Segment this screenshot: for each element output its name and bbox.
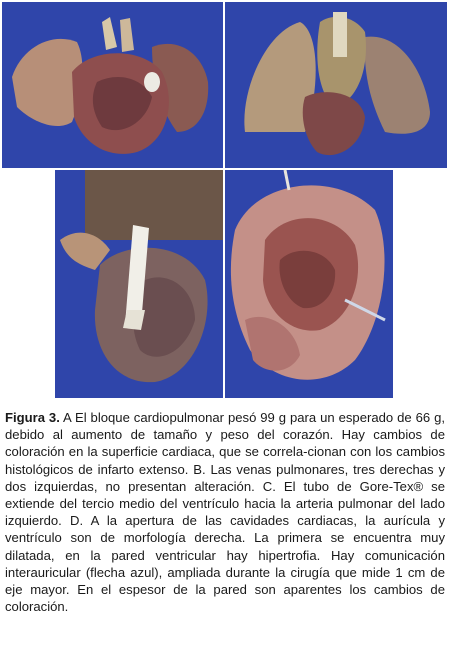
photo-panel-a — [2, 2, 223, 168]
figure-caption — [5, 409, 445, 615]
photo-panel-d — [225, 170, 393, 398]
figure-label: Figura 3. — [5, 410, 60, 425]
caption-text: A El bloque cardiopulmonar pesó 99 g para un esperado de 66 g, debido al aumento de tamaño y peso del corazón. Hay cambios de coloración en la superficie cardiaca, que se correla-cionan con los cambios histológicos de infarto extenso. B. Las venas pulmonares, tres derechas y dos izquierdas, no presentan alteración. C. El tubo de Gore-Tex® se extiende del tercio medio del ventrículo hacia la arteria pulmonar del lado izquierdo. D. A la apertura de las cavidades cardiacas, la aurícula y ventrículo son de morfología derecha. La primera se encuentra muy dilatada, en la pared ventricular hay hipertrofia. Hay comunicación interauricular (flecha azul), ampliada durante la cirugía que mide 1 cm de eje mayor. En el espesor de la pared son aparentes los cambios de coloración. — [5, 410, 445, 615]
photo-panel-c — [55, 170, 223, 398]
photo-panel-b — [225, 2, 447, 168]
